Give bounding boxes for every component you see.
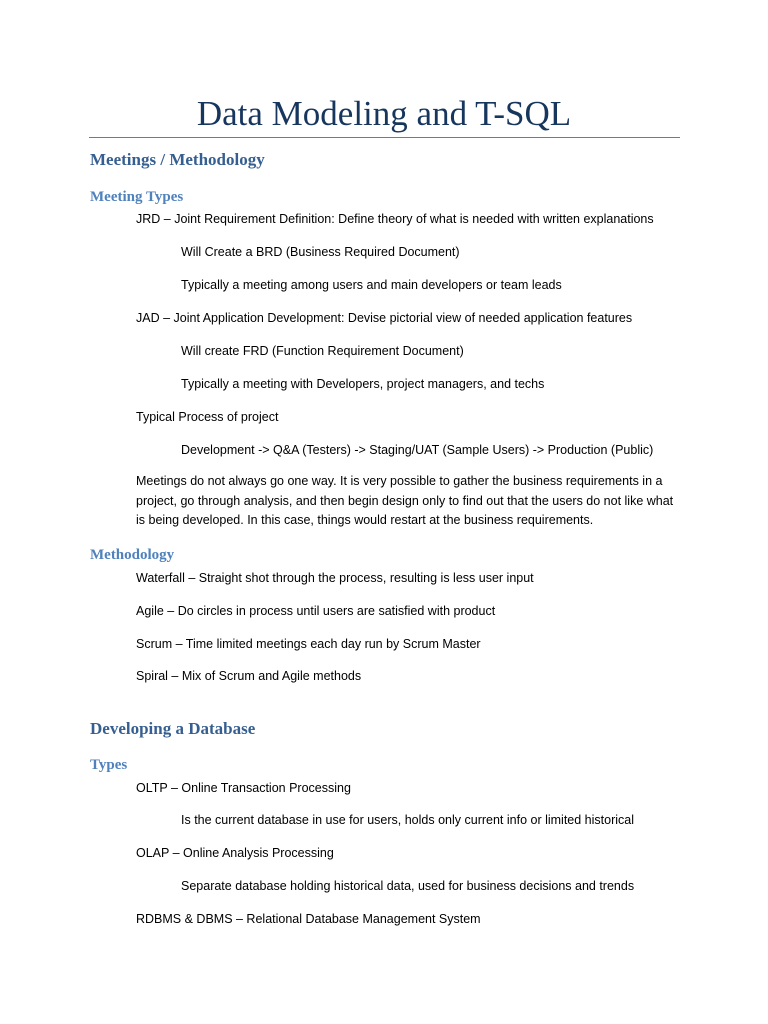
item-jad-frd: Will create FRD (Function Requirement Document) [181, 344, 464, 358]
item-olap: OLAP – Online Analysis Processing [136, 846, 334, 860]
heading-methodology: Methodology [90, 547, 175, 563]
item-jrd-brd: Will Create a BRD (Business Required Document) [181, 245, 460, 259]
item-typical-process: Typical Process of project [136, 410, 279, 424]
item-olap-description: Separate database holding historical data, used for business decisions and trends [181, 879, 635, 893]
item-jad: JAD – Joint Application Development: Devise pictorial view of needed application features [136, 311, 633, 325]
item-agile: Agile – Do circles in process until users are satisfied with product [136, 604, 496, 618]
page-title: Data Modeling and T-SQL [196, 94, 572, 133]
heading-types: Types [90, 757, 128, 773]
item-jrd-participants: Typically a meeting among users and main developers or team leads [181, 278, 562, 292]
item-waterfall: Waterfall – Straight shot through the process, resulting is less user input [136, 571, 534, 585]
item-jrd: JRD – Joint Requirement Definition: Define theory of what is needed with written explanations [136, 212, 654, 226]
meetings-paragraph: Meetings do not always go one way. It is very possible to gather the business requirements in a project, go through analysis, and then begin design only to find out that the users do not like what is being developed. In this case, things would restart at the business requirements. [136, 474, 674, 527]
item-process-flow: Development -> Q&A (Testers) -> Staging/UAT (Sample Users) -> Production (Public) [181, 443, 654, 457]
item-rdbms: RDBMS & DBMS – Relational Database Management System [136, 912, 481, 926]
heading-developing-database: Developing a Database [90, 719, 256, 738]
heading-meetings-methodology: Meetings / Methodology [90, 150, 265, 169]
item-oltp: OLTP – Online Transaction Processing [136, 781, 351, 795]
item-spiral: Spiral – Mix of Scrum and Agile methods [136, 669, 362, 683]
heading-meeting-types: Meeting Types [90, 189, 184, 205]
item-jad-participants: Typically a meeting with Developers, project managers, and techs [181, 377, 545, 391]
title-underline [89, 137, 680, 138]
item-oltp-description: Is the current database in use for users, holds only current info or limited historical [181, 813, 634, 827]
item-scrum: Scrum – Time limited meetings each day run by Scrum Master [136, 637, 481, 651]
